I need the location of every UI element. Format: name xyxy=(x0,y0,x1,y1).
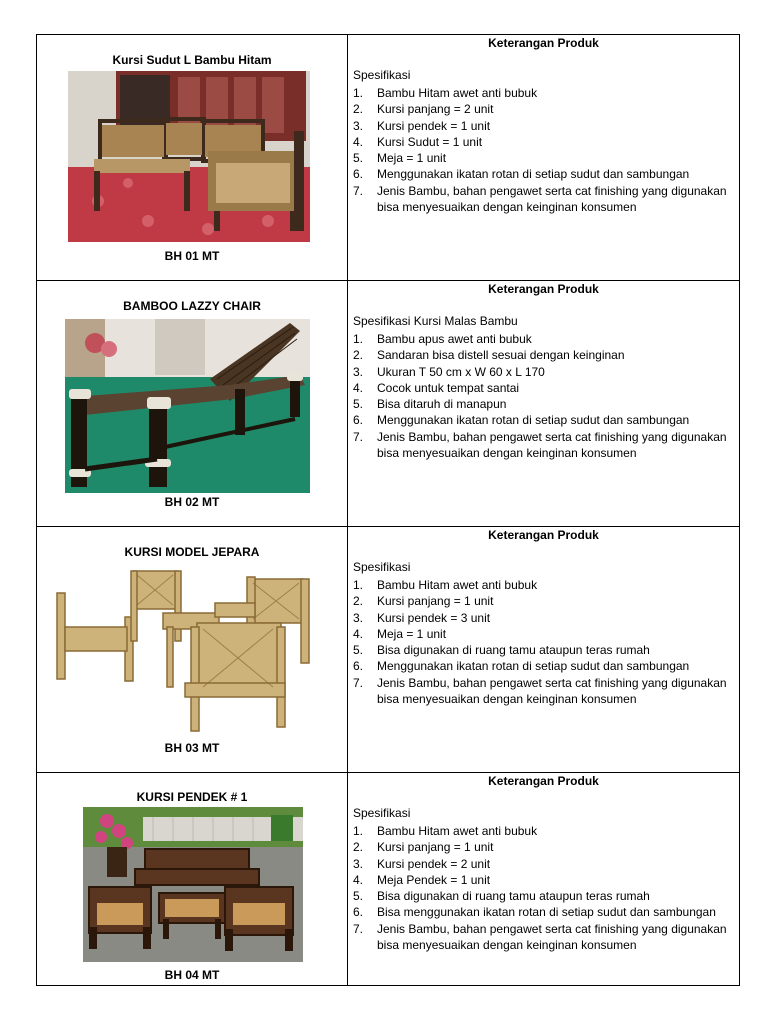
spec-title: Spesifikasi Kursi Malas Bambu xyxy=(353,314,518,328)
product-code: BH 01 MT xyxy=(164,249,220,263)
spec-item xyxy=(353,396,731,412)
spec-text: Bambu Hitam awet anti bubuk xyxy=(377,578,538,592)
spec-text: Ukuran T 50 cm x W 60 x L 170 xyxy=(377,364,545,379)
product-row xyxy=(37,35,739,281)
spec-text: Bambu Hitam awet anti bubuk xyxy=(377,824,538,838)
spec-title: Spesifikasi xyxy=(353,806,411,820)
spec-number: 4. xyxy=(353,134,364,149)
spec-text: Bisa digunakan di ruang tamu ataupun teras rumah xyxy=(377,643,650,658)
spec-number: 4. xyxy=(353,626,364,641)
spec-number: 7. xyxy=(353,183,364,198)
spec-number: 1. xyxy=(353,824,364,838)
spec-number: 5. xyxy=(353,151,364,166)
product-row xyxy=(37,773,739,985)
spec-text: Bisa menggunakan ikatan rotan di setiap sudut dan sambungan xyxy=(377,905,716,920)
spec-number: 2. xyxy=(353,102,364,117)
spec-number: 4. xyxy=(353,380,364,395)
spec-text: Kursi panjang = 1 unit xyxy=(377,594,494,609)
spec-text: Bisa digunakan di ruang tamu ataupun teras rumah xyxy=(377,889,650,904)
spec-text: Jenis Bambu, bahan pengawet serta cat finishing yang digunakan bisa menyesuaikan dengan keinginan konsumen xyxy=(377,183,727,215)
spec-text: Kursi panjang = 1 unit xyxy=(377,840,494,855)
spec-text: Meja = 1 unit xyxy=(377,151,447,166)
product-row xyxy=(37,281,739,527)
spec-item xyxy=(353,183,731,216)
spec-item xyxy=(353,593,731,609)
product-name: KURSI MODEL JEPARA xyxy=(124,545,260,559)
spec-text: Kursi pendek = 3 unit xyxy=(377,610,491,625)
spec-item xyxy=(353,626,731,642)
spec-number: 5. xyxy=(353,397,364,412)
info-title: Keterangan Produk xyxy=(488,774,599,788)
product-photo xyxy=(51,567,313,737)
product-code: BH 04 MT xyxy=(164,968,220,982)
product-info-cell xyxy=(348,281,739,526)
spec-text: Menggunakan ikatan rotan di setiap sudut dan sambungan xyxy=(377,413,690,428)
spec-item xyxy=(353,150,731,166)
spec-item xyxy=(353,101,731,117)
spec-number: 7. xyxy=(353,429,364,444)
product-info-cell xyxy=(348,527,739,772)
spec-number: 2. xyxy=(353,348,364,363)
product-name: Kursi Sudut L Bambu Hitam xyxy=(112,53,272,67)
spec-item xyxy=(353,429,731,462)
spec-item xyxy=(353,118,731,134)
product-image-cell xyxy=(37,281,348,526)
spec-number: 1. xyxy=(353,86,364,100)
spec-item xyxy=(353,921,731,954)
spec-list xyxy=(353,577,731,707)
bamboo-lounge-chair-icon xyxy=(65,319,310,493)
info-title: Keterangan Produk xyxy=(488,36,599,50)
spec-number: 4. xyxy=(353,872,364,887)
spec-item xyxy=(353,364,731,380)
bamboo-corner-sofa-set-icon xyxy=(68,71,310,242)
spec-item xyxy=(353,85,731,101)
product-name: KURSI PENDEK # 1 xyxy=(136,790,248,804)
spec-number: 7. xyxy=(353,921,364,936)
spec-text: Bambu apus awet anti bubuk xyxy=(377,332,532,346)
info-title: Keterangan Produk xyxy=(488,282,599,296)
product-photo xyxy=(65,319,310,493)
spec-number: 3. xyxy=(353,364,364,379)
product-name: BAMBOO LAZZY CHAIR xyxy=(123,299,261,313)
spec-item xyxy=(353,347,731,363)
spec-number: 1. xyxy=(353,578,364,592)
spec-number: 5. xyxy=(353,643,364,658)
product-code: BH 02 MT xyxy=(164,495,220,509)
spec-text: Cocok untuk tempat santai xyxy=(377,380,520,395)
spec-number: 6. xyxy=(353,167,364,182)
spec-number: 6. xyxy=(353,659,364,674)
spec-text: Bambu Hitam awet anti bubuk xyxy=(377,86,538,100)
spec-item xyxy=(353,888,731,904)
spec-number: 1. xyxy=(353,332,364,346)
spec-list xyxy=(353,85,731,215)
product-info-cell xyxy=(348,35,739,280)
spec-number: 2. xyxy=(353,594,364,609)
spec-text: Meja = 1 unit xyxy=(377,626,447,641)
spec-text: Kursi pendek = 2 unit xyxy=(377,856,491,871)
spec-item xyxy=(353,904,731,920)
spec-number: 6. xyxy=(353,413,364,428)
product-photo xyxy=(68,71,310,242)
spec-text: Sandaran bisa distell sesuai dengan keinginan xyxy=(377,348,625,363)
spec-number: 6. xyxy=(353,905,364,920)
info-title: Keterangan Produk xyxy=(488,528,599,542)
spec-title: Spesifikasi xyxy=(353,560,411,574)
spec-list xyxy=(353,331,731,461)
spec-item xyxy=(353,577,731,593)
spec-item xyxy=(353,642,731,658)
product-image-cell xyxy=(37,773,348,985)
spec-item xyxy=(353,134,731,150)
bamboo-short-chair-set-icon xyxy=(83,807,303,962)
product-code: BH 03 MT xyxy=(164,741,220,755)
spec-text: Menggunakan ikatan rotan di setiap sudut dan sambungan xyxy=(377,659,690,674)
spec-number: 3. xyxy=(353,610,364,625)
spec-text: Bisa ditaruh di manapun xyxy=(377,397,507,412)
spec-text: Meja Pendek = 1 unit xyxy=(377,872,491,887)
spec-text: Jenis Bambu, bahan pengawet serta cat finishing yang digunakan bisa menyesuaikan dengan keinginan konsumen xyxy=(377,921,727,953)
spec-item xyxy=(353,872,731,888)
spec-number: 3. xyxy=(353,118,364,133)
spec-item xyxy=(353,658,731,674)
spec-text: Kursi panjang = 2 unit xyxy=(377,102,494,117)
spec-title: Spesifikasi xyxy=(353,68,411,82)
spec-item xyxy=(353,412,731,428)
spec-number: 3. xyxy=(353,856,364,871)
spec-list xyxy=(353,823,731,953)
spec-text: Jenis Bambu, bahan pengawet serta cat finishing yang digunakan bisa menyesuaikan dengan keinginan konsumen xyxy=(377,675,727,707)
spec-item xyxy=(353,839,731,855)
spec-text: Jenis Bambu, bahan pengawet serta cat finishing yang digunakan bisa menyesuaikan dengan keinginan konsumen xyxy=(377,429,727,461)
product-row xyxy=(37,527,739,773)
spec-item xyxy=(353,856,731,872)
bamboo-jepara-chair-set-icon xyxy=(51,567,313,737)
product-image-cell xyxy=(37,527,348,772)
spec-text: Kursi pendek = 1 unit xyxy=(377,118,491,133)
spec-item xyxy=(353,675,731,708)
spec-number: 2. xyxy=(353,840,364,855)
spec-text: Menggunakan ikatan rotan di setiap sudut dan sambungan xyxy=(377,167,690,182)
spec-item xyxy=(353,823,731,839)
product-info-cell xyxy=(348,773,739,985)
product-photo xyxy=(83,807,303,962)
spec-number: 5. xyxy=(353,889,364,904)
product-catalog-table xyxy=(36,34,740,986)
spec-number: 7. xyxy=(353,675,364,690)
spec-item xyxy=(353,610,731,626)
spec-item xyxy=(353,380,731,396)
spec-item xyxy=(353,166,731,182)
spec-item xyxy=(353,331,731,347)
spec-text: Kursi Sudut = 1 unit xyxy=(377,134,483,149)
product-image-cell xyxy=(37,35,348,280)
